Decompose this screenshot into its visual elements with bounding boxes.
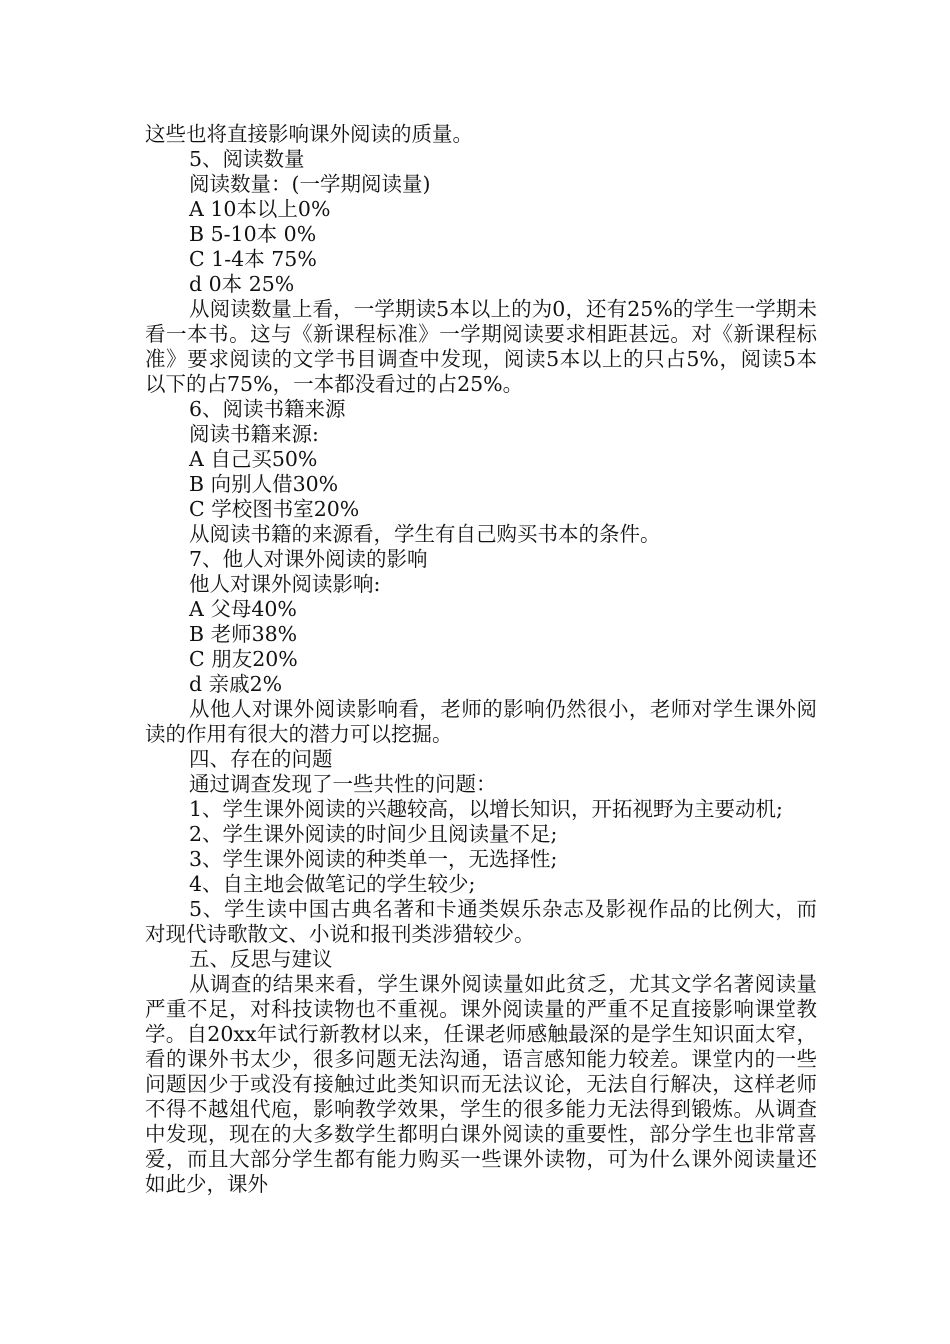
problem-item: 1、学生课外阅读的兴趣较高，以增长知识，开拓视野为主要动机;	[189, 797, 783, 821]
section-heading-reflection: 五、反思与建议	[189, 947, 333, 971]
option-line: C 朋友20%	[189, 647, 298, 671]
question-label: 阅读数量：(一学期阅读量)	[189, 172, 431, 196]
question-label: 阅读书籍来源:	[189, 422, 319, 446]
option-line: B 老师38%	[189, 622, 298, 646]
option-line: B 5-10本 0%	[189, 222, 317, 246]
problem-item: 5、学生读中国古典名著和卡通类娱乐杂志及影视作品的比例大，而对现代诗歌散文、小说和报刊类涉猎较少。	[145, 897, 817, 946]
analysis-paragraph: 从他人对课外阅读影响看，老师的影响仍然很小，老师对学生课外阅读的作用有很大的潜力可以挖掘。	[145, 697, 817, 746]
document-body	[145, 122, 817, 1197]
problem-item: 2、学生课外阅读的时间少且阅读量不足;	[189, 822, 558, 846]
section-heading-problems: 四、存在的问题	[189, 747, 333, 771]
intro-line: 通过调查发现了一些共性的问题：	[189, 772, 497, 796]
section-heading-5: 5、阅读数量	[189, 147, 305, 171]
option-line: A 自己买50%	[189, 447, 318, 471]
reflection-paragraph: 从调查的结果来看，学生课外阅读量如此贫乏，尤其文学名著阅读量严重不足，对科技读物也不重视。课外阅读量的严重不足直接影响课堂教学。自20xx年试行新教材以来，任课老师感触最深的是学生知识面太窄，看的课外书太少，很多问题无法沟通，语言感知能力较差。课堂内的一些问题因少于或没有接触过此类知识而无法议论，无法自行解决，这样老师不得不越俎代庖，影响教学效果，学生的很多能力无法得到锻炼。从调查中发现，现在的大多数学生都明白课外阅读的重要性，部分学生也非常喜爱，而且大部分学生都有能力购买一些课外读物，可为什么课外阅读量还如此少，课外	[145, 972, 817, 1196]
option-line: A 10本以上0%	[189, 197, 331, 221]
option-line: A 父母40%	[189, 597, 297, 621]
continuation-line: 这些也将直接影响课外阅读的质量。	[145, 122, 473, 146]
option-line: d 0本 25%	[189, 272, 295, 296]
problem-item: 4、自主地会做笔记的学生较少;	[189, 872, 476, 896]
analysis-paragraph: 从阅读数量上看，一学期读5本以上的为0，还有25%的学生一学期未看一本书。这与《新课程标准》一学期阅读要求相距甚远。对《新课程标准》要求阅读的文学书目调查中发现，阅读5本以上的只占5%，阅读5本以下的占75%，一本都没看过的占25%。	[145, 297, 817, 396]
option-line: C 1-4本 75%	[189, 247, 317, 271]
section-heading-7: 7、他人对课外阅读的影响	[189, 547, 428, 571]
problem-item: 3、学生课外阅读的种类单一，无选择性;	[189, 847, 558, 871]
question-label: 他人对课外阅读影响:	[189, 572, 381, 596]
analysis-paragraph: 从阅读书籍的来源看，学生有自己购买书本的条件。	[189, 522, 661, 546]
option-line: B 向别人借30%	[189, 472, 339, 496]
option-line: d 亲戚2%	[189, 672, 283, 696]
section-heading-6: 6、阅读书籍来源	[189, 397, 346, 421]
option-line: C 学校图书室20%	[189, 497, 360, 521]
